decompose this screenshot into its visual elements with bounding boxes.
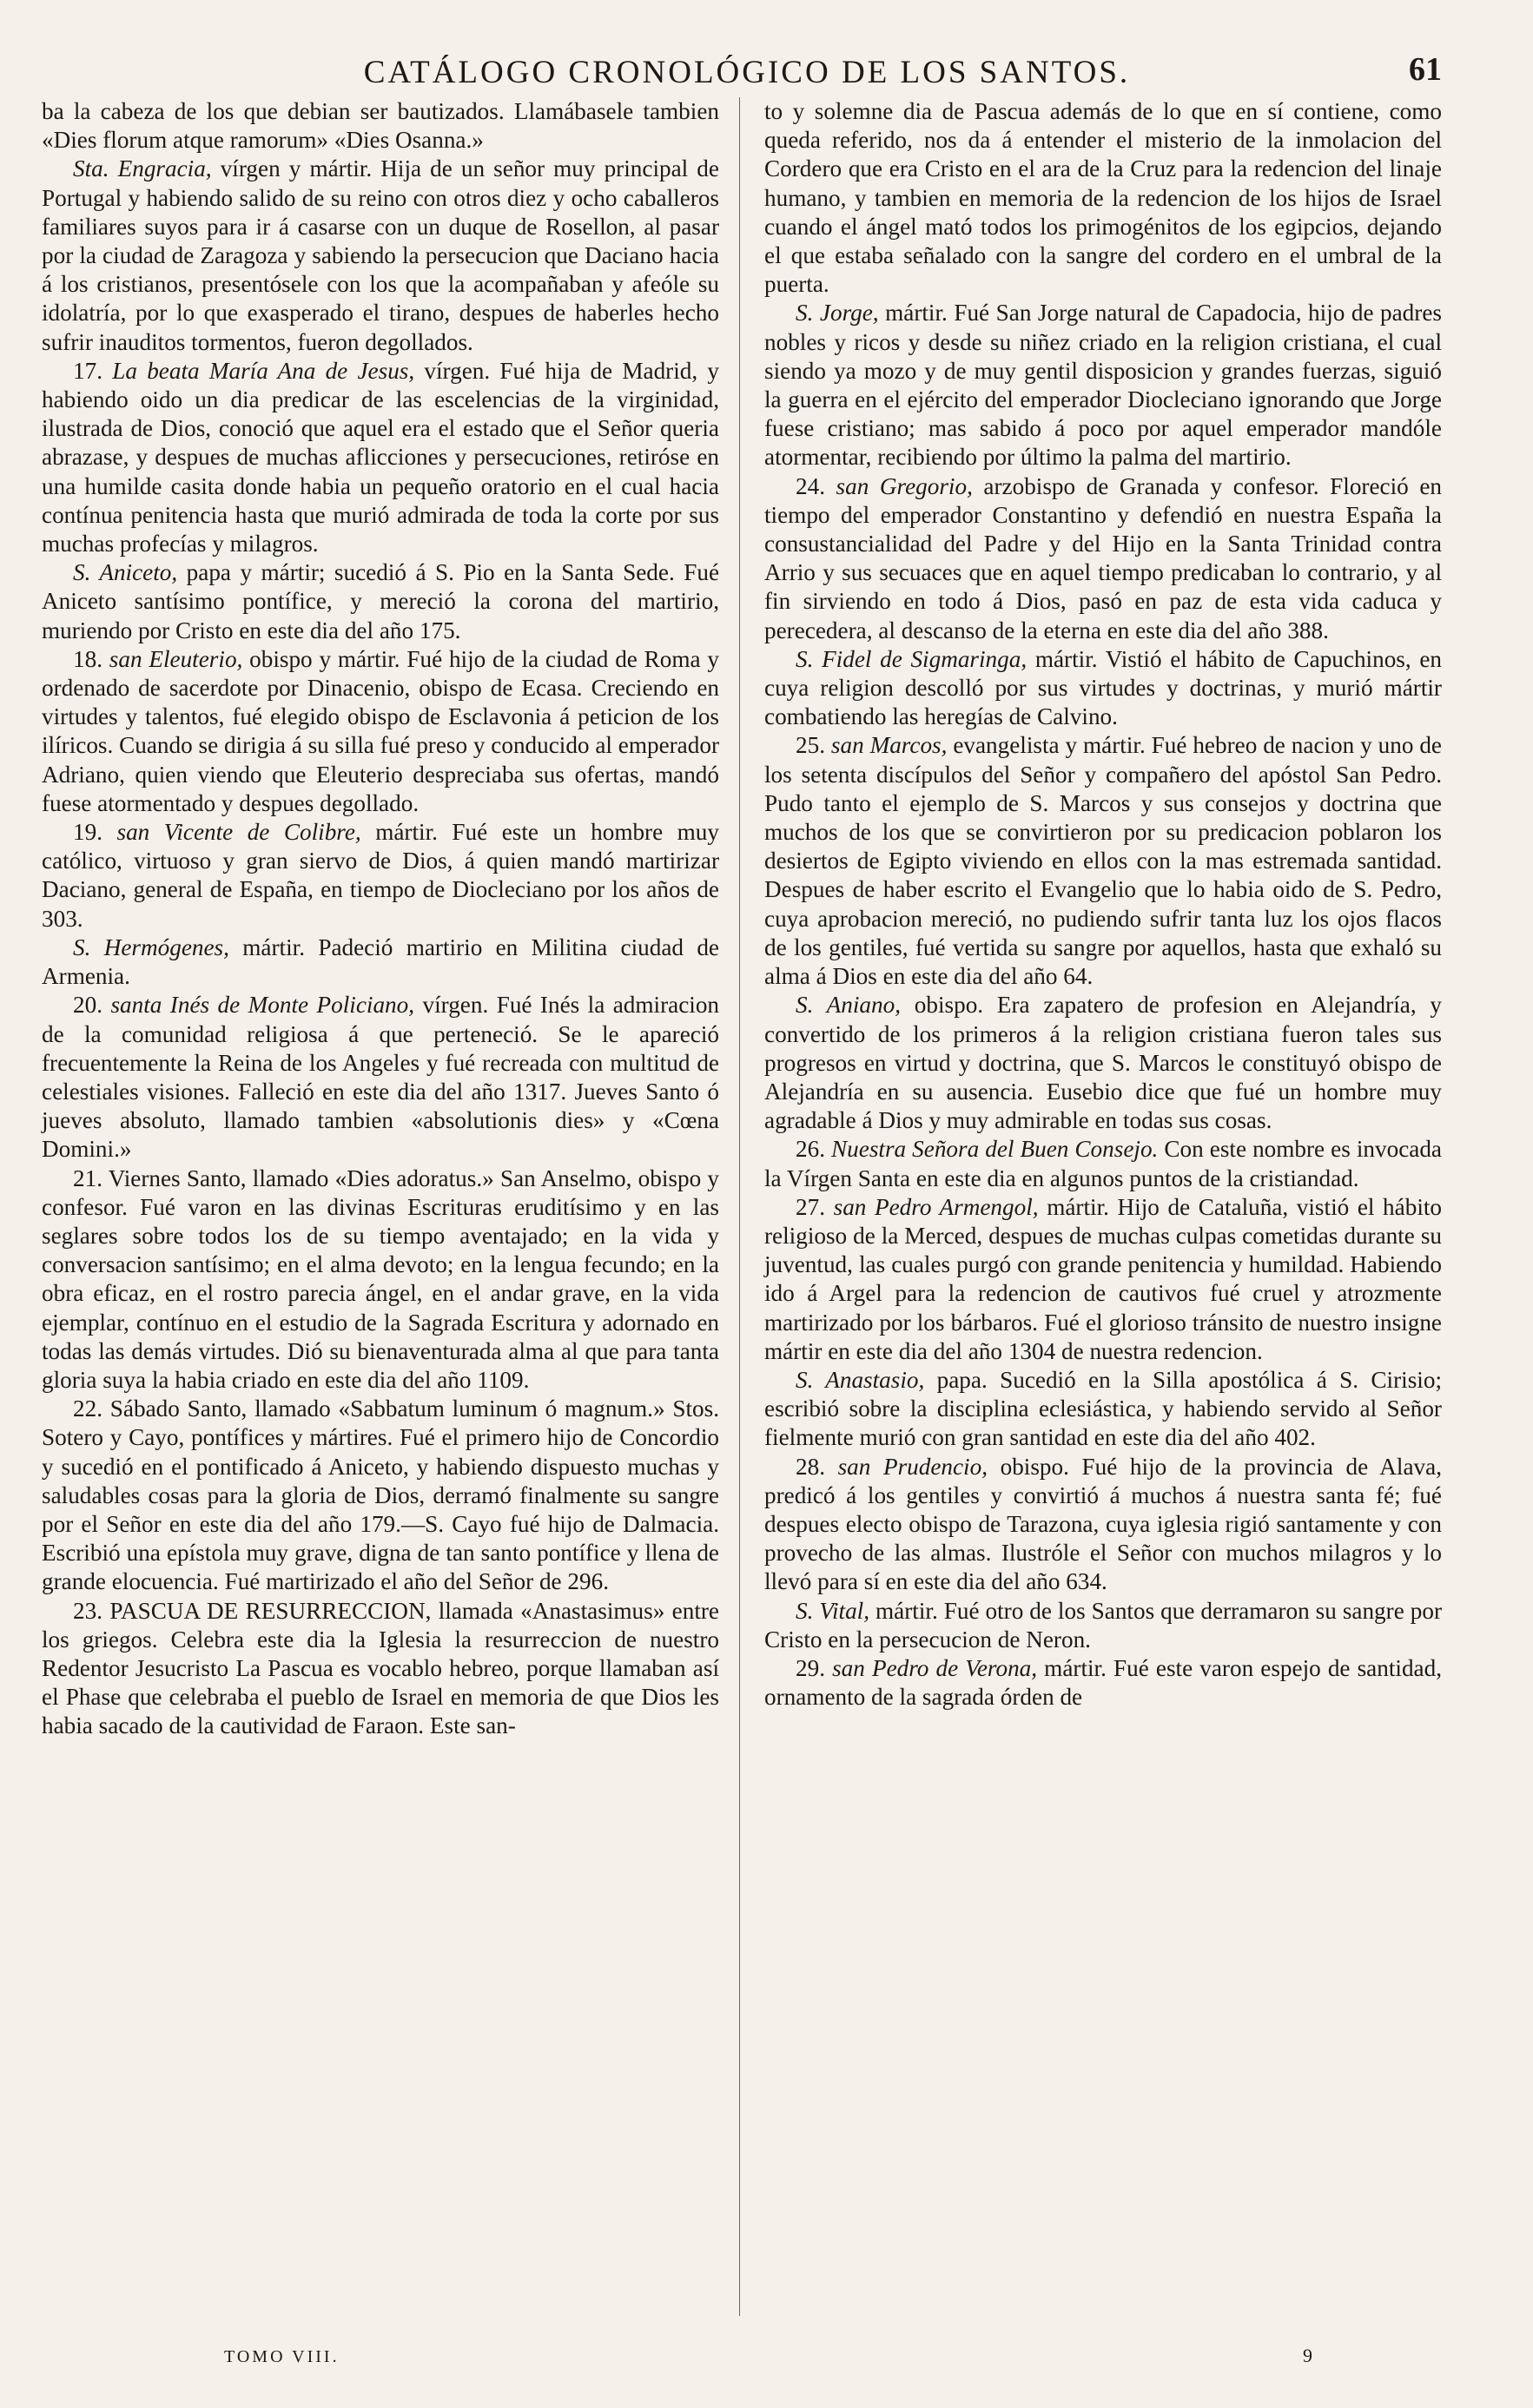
saint-name: S. Aniceto, bbox=[73, 559, 178, 586]
saint-name: S. Anastasio, bbox=[796, 1366, 925, 1393]
saint-entry bbox=[764, 1366, 1442, 1453]
saint-name: santa Inés de Monte Policiano, bbox=[110, 992, 415, 1019]
saint-entry bbox=[42, 991, 719, 1164]
saint-entry bbox=[764, 97, 1442, 299]
saint-entry bbox=[764, 299, 1442, 472]
saint-name: san Eleuterio, bbox=[109, 645, 243, 672]
entry-text: Viernes Santo, llamado «Dies adoratus.» San Anselmo, obispo y confesor. Fué varon en las divinas Escrituras eruditísimo y en las seglares sobre todos los de su tiempo aventajado; en la vida y conversacion santísimo; en el alma devoto; en la lengua fecundo; en la obra eficaz, en el rostro parecia ángel, en el andar grave, en la vida ejemplar, contínuo en el estudio de la Sagrada Escritura y adornado en todas las demás virtudes. Dió su bienaventurada alma al que para tanta gloria suya la habia criado en este dia del año 1109. bbox=[42, 1164, 719, 1393]
entry-text: mártir. Padeció martirio en Militina ciudad de Armenia. bbox=[42, 934, 719, 990]
saint-name: Nuestra Señora del Buen Consejo. bbox=[831, 1136, 1159, 1163]
entry-text: Sábado Santo, llamado «Sabbatum luminum ó magnum.» Stos. Sotero y Cayo, pontífices y mártires. Fué el primero hijo de Concordio y sucedió en el pontificado á Aniceto, y habiendo dispuesto muchas y saludables cosas para la gloria de Dios, derramó finalmente su sangre por el Señor en este dia del año 179.—S. Cayo fué hijo de Dalmacia. Escribió una epístola muy grave, digna de tan santo pontífice y llena de grande elocuencia. Fué martirizado el año del Señor de 296. bbox=[42, 1395, 720, 1595]
entry-text: vírgen. Fué Inés la admiracion de la comunidad religiosa á que perteneció. Se le apareció frecuentemente la Reina de los Angeles y fué recreada con multitud de celestiales visiones. Falleció en este dia del año 1317. Jueves Santo ó jueves absoluto, llamado tambien «absolutionis dies» y «Cœna Domini.» bbox=[42, 992, 720, 1163]
saint-name: Sta. Engracia, bbox=[73, 155, 212, 182]
saint-entry bbox=[42, 558, 719, 645]
entry-day: 29. bbox=[796, 1654, 833, 1681]
entry-text: papa. Sucedió en la Silla apostólica á S. Cirisio; escribió sobre la disciplina eclesiástica, y habiendo servido al Señor fielmente murió con gran santidad en este dia del año 402. bbox=[764, 1366, 1442, 1451]
entry-day: 26. bbox=[796, 1136, 832, 1163]
entry-text: obispo y mártir. Fué hijo de la ciudad de Roma y ordenado de sacerdote por Dinacenio, obispo de Ecasa. Creciendo en virtudes y talentos, fué elegido obispo de Esclavonia á peticion de los ilíricos. Cuando se dirigia á su silla fué preso y conducido al emperador Adriano, quien viendo que Eleuterio despreciaba sus ofertas, mandó fuese atormentado y despues degollado. bbox=[42, 645, 719, 816]
saint-entry bbox=[42, 97, 719, 155]
entry-text: mártir. Hijo de Cataluña, vistió el hábito religioso de la Merced, despues de muchas culpas cometidas durante su juventud, las cuales purgó con grande penitencia y humildad. Habiendo ido á Argel para la redencion de cautivos fué cruel y atrozmente martirizado por los bárbaros. Fué el glorioso tránsito de nuestro insigne mártir en este dia del año 1304 de nuestra redencion. bbox=[764, 1193, 1443, 1364]
saint-entry bbox=[42, 818, 719, 934]
left-column bbox=[42, 97, 719, 1741]
entry-text: PASCUA DE RESURRECCION, llamada «Anastasimus» entre los griegos. Celebra este dia la Iglesia la resurreccion de nuestro Redentor Jesucristo La Pascua es vocablo hebreo, porque llamaban así el Phase que celebraba el pueblo de Israel en memoria de que Dios les habia sacado de la cautividad de Faraon. Este san- bbox=[42, 1597, 719, 1739]
saint-entry bbox=[42, 1597, 719, 1741]
entry-day: 22. bbox=[73, 1395, 110, 1422]
saint-entry bbox=[764, 731, 1442, 991]
saint-name: S. Fidel de Sigmaringa, bbox=[796, 645, 1028, 672]
entry-text: vírgen y mártir. Hija de un señor muy principal de Portugal y habiendo salido de su reino con otros diez y ocho caballeros familiares suyos para ir á casarse con un duque de Rosellon, al pasar por la ciudad de Zaragoza y sabiendo la persecucion que Daciano hacia á los cristianos, presentósele con los que la acompañaban y afeóle su idolatría, por lo que exasperado el tirano, despues de haberles hecho sufrir inauditos tormentos, fueron degollados. bbox=[42, 155, 719, 355]
saint-entry bbox=[764, 645, 1442, 732]
saint-name: san Gregorio, bbox=[836, 472, 973, 499]
saint-entry bbox=[42, 934, 719, 991]
saint-entry bbox=[764, 991, 1442, 1135]
entry-text: mártir. Fué este varon espejo de santidad, ornamento de la sagrada órden de bbox=[764, 1654, 1442, 1711]
saint-entry bbox=[764, 1597, 1442, 1654]
saint-name: san Pedro de Verona, bbox=[832, 1654, 1038, 1681]
saint-name: S. Vital, bbox=[796, 1597, 870, 1624]
saint-name: san Prudencio, bbox=[837, 1453, 988, 1480]
entry-text: mártir. Fué otro de los Santos que derramaron su sangre por Cristo en la persecucion de Neron. bbox=[764, 1597, 1443, 1653]
entry-day: 17. bbox=[73, 357, 113, 384]
entry-text: vírgen. Fué hija de Madrid, y habiendo oido un dia predicar de las escelencias de la virginidad, ilustrada de Dios, conoció que aquel era el estado que el Señor queria abrazase, y despues de muchas aflicciones y persecuciones, retiróse en una humilde casita donde habia un pequeño oratorio en el cual hacia contínua penitencia hasta que murió admirada de toda la corte por sus muchas profecías y milagros. bbox=[42, 357, 720, 557]
saint-name: san Pedro Armengol, bbox=[833, 1193, 1039, 1220]
entry-day: 23. bbox=[73, 1597, 110, 1624]
saint-entry bbox=[42, 357, 719, 558]
entry-day: 21. bbox=[73, 1164, 109, 1191]
entry-day: 25. bbox=[796, 732, 831, 759]
entry-text: ba la cabeza de los que debian ser bautizados. Llamábasele tambien «Dies florum atque ramorum» «Dies Osanna.» bbox=[42, 98, 719, 154]
entry-text: obispo. Era zapatero de profesion en Alejandría, y convertido de los primeros á la religion cristiana fueron tales sus progresos en virtud y doctrina, que S. Marcos le constituyó obispo de Alejandría en su ausencia. Eusebio dice que fué un hombre muy agradable á Dios y muy admirable en todas sus cosas. bbox=[764, 992, 1442, 1134]
entry-text: papa y mártir; sucedió á S. Pio en la Santa Sede. Fué Aniceto santísimo pontífice, y mereció la corona del martirio, muriendo por Cristo en este dia del año 175. bbox=[42, 559, 720, 643]
entry-text: mártir. Fué este un hombre muy católico, virtuoso y gran siervo de Dios, á quien mandó martirizar Daciano, general de España, en tiempo de Diocleciano por los años de 303. bbox=[42, 819, 719, 932]
saint-name: S. Jorge, bbox=[796, 300, 879, 327]
running-title: CATÁLOGO CRONOLÓGICO DE LOS SANTOS. bbox=[363, 55, 1131, 90]
saint-name: S. Aniano, bbox=[796, 992, 902, 1019]
entry-day: 24. bbox=[796, 472, 836, 499]
entry-text: obispo. Fué hijo de la provincia de Alava, predicó á los gentiles y convirtió á muchos á nuestra santa fé; fué despues electo obispo de Tarazona, cuya iglesia rigió santamente y con provecho de las almas. Ilustróle el Señor con muchos milagros y lo llevó para sí en este dia del año 634. bbox=[764, 1453, 1442, 1595]
saint-name: S. Hermógenes, bbox=[73, 934, 229, 960]
entry-day: 19. bbox=[73, 819, 117, 846]
saint-name: La beata María Ana de Jesus, bbox=[112, 357, 415, 384]
saint-entry bbox=[764, 1193, 1442, 1366]
saint-name: san Marcos, bbox=[830, 732, 948, 759]
entry-text: mártir. Vistió el hábito de Capuchinos, en cuya religion descolló por sus virtudes y doctrinas, y murió mártir combatiendo las heregías de Calvino. bbox=[764, 645, 1442, 730]
entry-text: arzobispo de Granada y confesor. Floreció en tiempo del emperador Constantino y defendió en nuestra España la consustancialidad del Padre y del Hijo en la Santa Trinidad contra Arrio y sus secuaces que en aquel tiempo predicaban lo contrario, y al fin sirviendo en todo á Dios, pasó en paz de esta vida caduca y perecedera, al descanso de la eterna en este dia del año 388. bbox=[764, 472, 1442, 643]
saint-entry bbox=[42, 1164, 719, 1395]
page-header bbox=[52, 50, 1442, 92]
column-divider bbox=[739, 97, 740, 2316]
saint-entry bbox=[764, 1453, 1442, 1597]
saint-entry bbox=[42, 1395, 719, 1596]
entry-day: 18. bbox=[73, 645, 109, 672]
entry-text: mártir. Fué San Jorge natural de Capadocia, hijo de padres nobles y ricos y desde su niñez criado en la religion cristiana, el cual siendo ya mozo y de muy gentil disposicion y grandes fuerzas, siguió la guerra en el ejército del emperador Diocleciano ignorando que Jorge fuese cristiano; mas sabido á poco por aquel emperador mandóle atormentar, recibiendo por último la palma del martirio. bbox=[764, 300, 1442, 471]
saint-entry bbox=[42, 645, 719, 818]
saint-entry bbox=[42, 155, 719, 356]
saint-entry bbox=[764, 472, 1442, 645]
volume-signature: TOMO VIII. bbox=[224, 2347, 340, 2366]
saint-entry bbox=[764, 1654, 1442, 1712]
sheet-signature: 9 bbox=[1303, 2345, 1312, 2366]
saint-entry bbox=[764, 1135, 1442, 1192]
entry-text: Con este nombre es invocada la Vírgen Santa en este dia en algunos puntos de la cristiandad. bbox=[764, 1136, 1442, 1191]
entry-day: 20. bbox=[73, 992, 111, 1019]
entry-text: to y solemne dia de Pascua además de lo que en sí contiene, como queda referido, nos da á entender el misterio de la inmolacion del Cordero que era Cristo en el ara de la Cruz para la redencion del linaje humano, y tambien en memoria de la redencion de los hijos de Israel cuando el ángel mató todos los primogénitos de los egipcios, dejando el que estaba señalado con la sangre del cordero en el umbral de la puerta. bbox=[764, 98, 1442, 298]
entry-text: evangelista y mártir. Fué hebreo de nacion y uno de los setenta discípulos del Señor y compañero del apóstol San Pedro. Pudo tanto el ejemplo de S. Marcos y sus consejos y doctrina que muchos de los que se convirtieron por su predicacion poblaron los desiertos de Egipto viviendo en ellos con la mas estremada santidad. Despues de haber escrito el Evangelio que lo habia oido de S. Pedro, cuya aprobacion mereció, no pudiendo sufrir tanta luz los ojos flacos de los gentiles, fué vertida su sangre por aquellos, hasta que exhaló su alma á Dios en este dia del año 64. bbox=[764, 732, 1442, 990]
entry-day: 27. bbox=[796, 1193, 834, 1220]
page-number: 61 bbox=[1409, 51, 1442, 88]
right-column bbox=[764, 97, 1442, 1712]
saint-name: san Vicente de Colibre, bbox=[116, 819, 361, 846]
entry-day: 28. bbox=[796, 1453, 838, 1480]
